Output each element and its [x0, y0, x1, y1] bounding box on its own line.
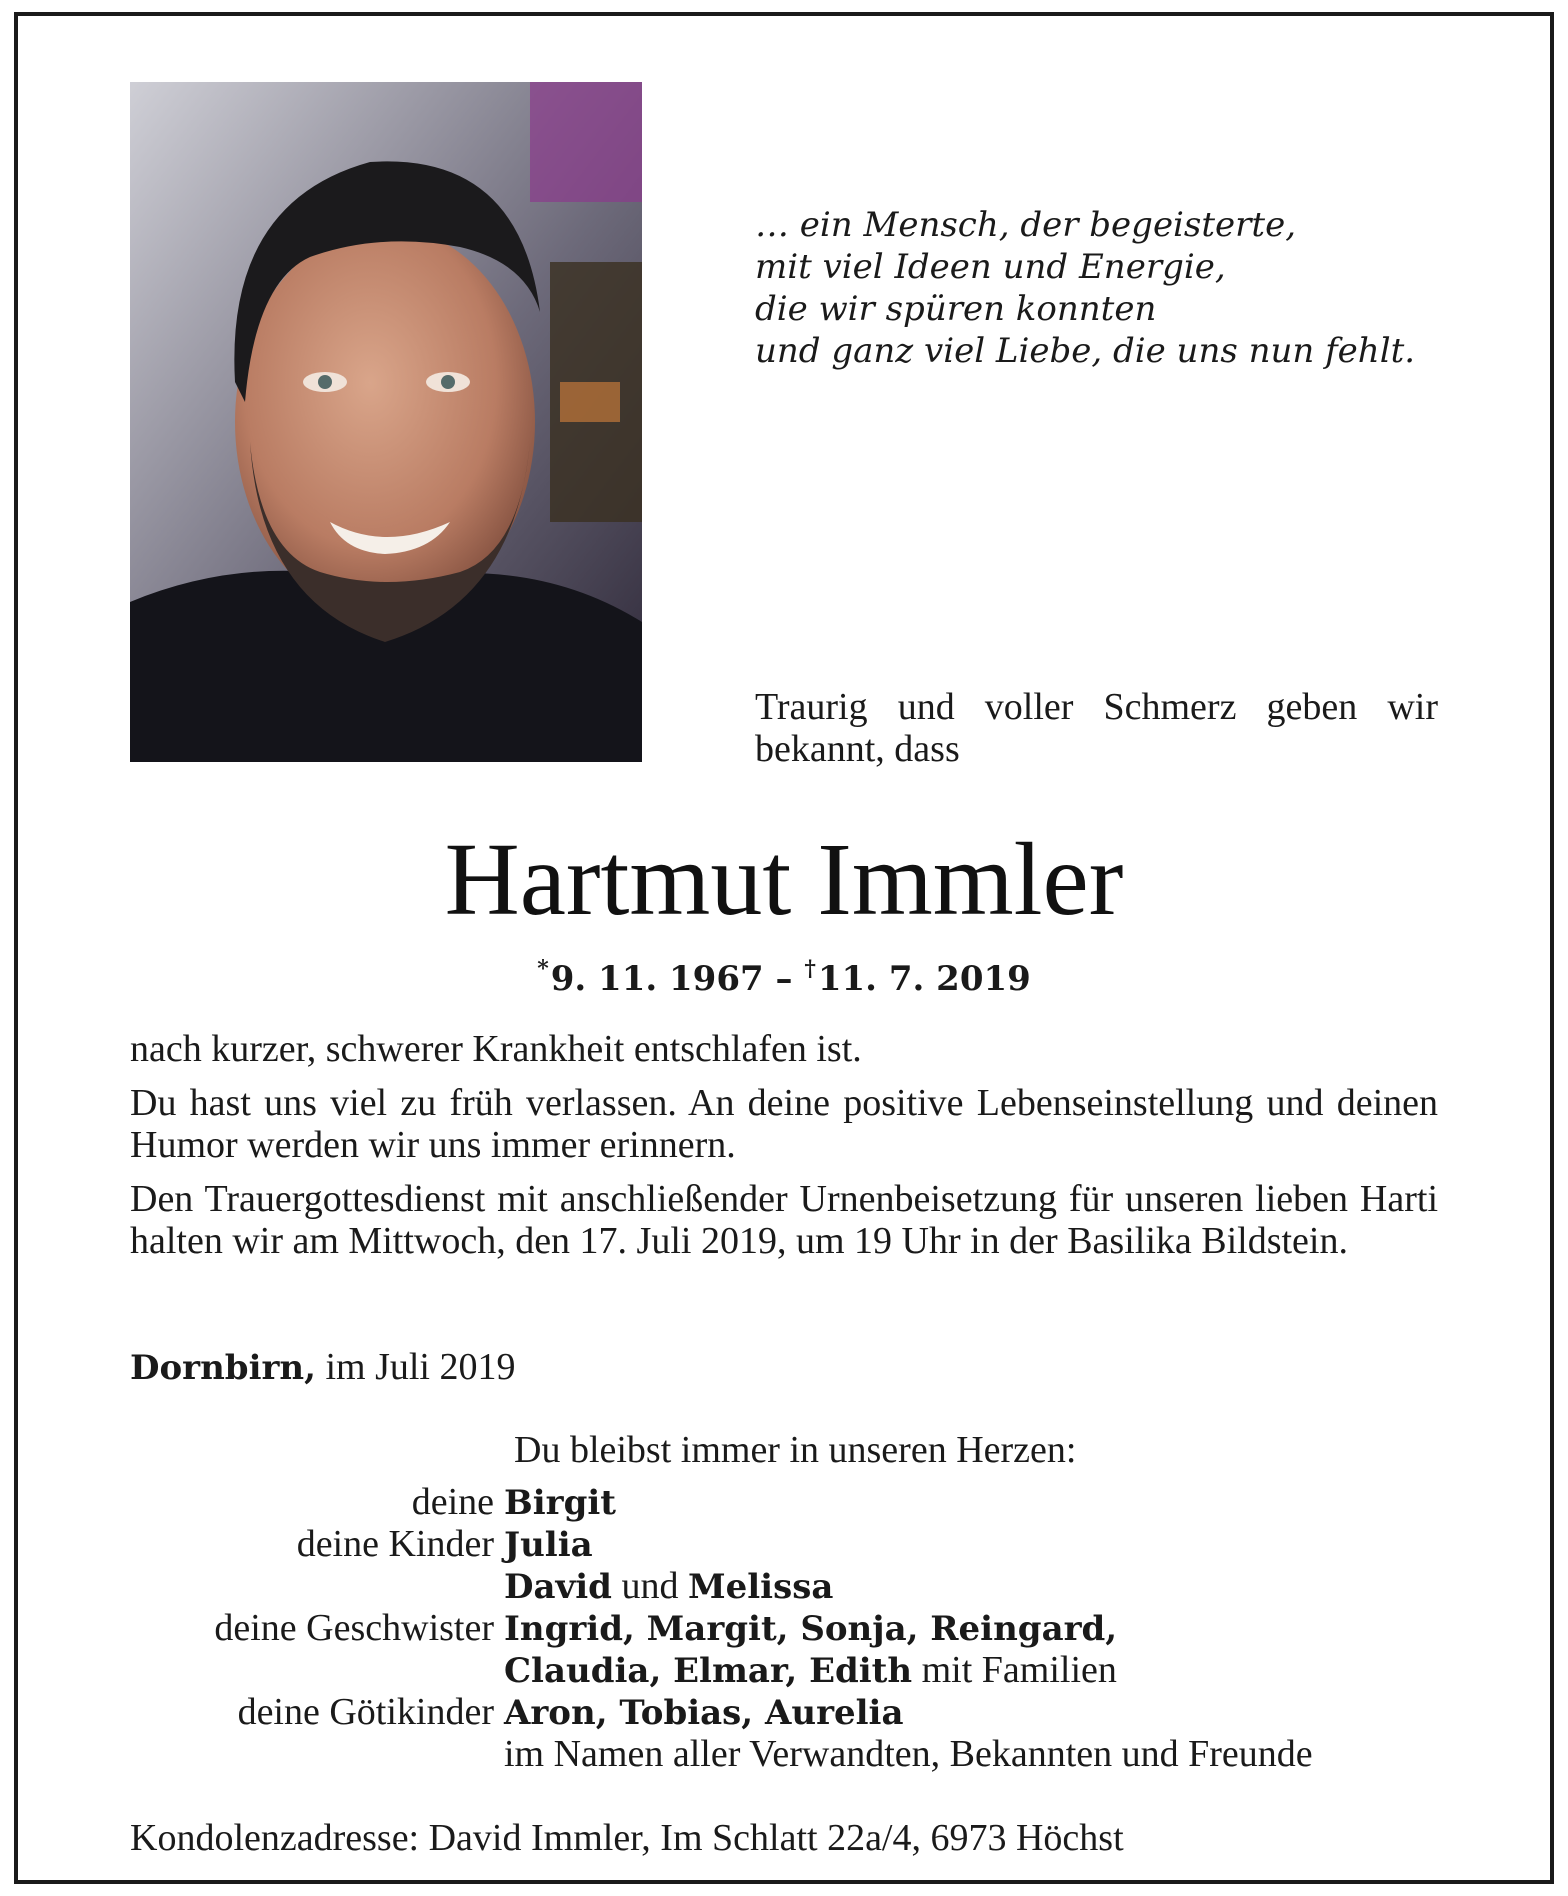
family-title: Du bleibst immer in unseren Herzen:	[514, 1429, 1077, 1471]
quote-line: mit viel Ideen und Energie,	[755, 247, 1226, 287]
portrait-illustration	[130, 82, 642, 762]
obituary-body	[130, 1028, 1438, 1274]
family-row	[130, 1607, 1450, 1649]
family-row	[130, 1523, 1450, 1565]
life-dates	[0, 945, 1568, 1003]
family-suffix: mit Familien	[912, 1649, 1117, 1691]
quote-line: … ein Mensch, der begeisterte,	[755, 205, 1297, 245]
family-label: deine	[411, 1481, 494, 1523]
quote	[755, 204, 1455, 372]
family-names: Julia	[504, 1525, 593, 1565]
family-label: deine Geschwister	[214, 1607, 494, 1649]
place-city: Dornbirn,	[130, 1348, 316, 1388]
family-names: Claudia, Elmar, Edith	[504, 1651, 913, 1691]
intro-text: Traurig und voller Schmerz geben wir bekannt, dass	[755, 686, 1438, 770]
body-paragraph: Den Trauergottesdienst mit anschließender Urnenbeisetzung für unseren lieben Harti halten wir am Mittwoch, den 17. Juli 2019, um 19 Uhr in der Basilika Bildstein.	[130, 1178, 1438, 1262]
deceased-name: Hartmut Immler	[444, 822, 1124, 937]
family-label: deine Götikinder	[237, 1691, 494, 1733]
family-list	[130, 1481, 1450, 1775]
birth-date: 9. 11. 1967	[550, 959, 764, 999]
family-names: Birgit	[504, 1483, 616, 1523]
place-month: im Juli 2019	[315, 1346, 516, 1388]
body-paragraph: Du hast uns viel zu früh verlassen. An deine positive Lebenseinstellung und deinen Humor werden wir uns immer erinnern.	[130, 1082, 1438, 1166]
family-names: Melissa	[687, 1567, 834, 1607]
date-separator: –	[763, 959, 805, 999]
family-row	[130, 1733, 1450, 1775]
family-closing: im Namen aller Verwandten, Bekannten und Freunde	[504, 1733, 1313, 1775]
condolence-address: Kondolenzadresse: David Immler, Im Schlatt 22a/4, 6973 Höchst	[130, 1817, 1124, 1859]
family-row	[130, 1691, 1450, 1733]
family-joiner: und	[611, 1565, 688, 1607]
birth-symbol: *	[537, 956, 549, 982]
death-date: 11. 7. 2019	[817, 959, 1031, 999]
quote-line: und ganz viel Liebe, die uns nun fehlt.	[755, 331, 1416, 371]
family-label: deine Kinder	[296, 1523, 494, 1565]
family-row	[130, 1649, 1450, 1691]
family-row	[130, 1565, 1450, 1607]
portrait-photo	[130, 82, 642, 762]
family-names: Aron, Tobias, Aurelia	[504, 1693, 904, 1733]
quote-line: die wir spüren konnten	[755, 289, 1157, 329]
family-names: Ingrid, Margit, Sonja, Reingard,	[504, 1609, 1118, 1649]
family-names: David	[504, 1567, 612, 1607]
death-symbol: †	[804, 956, 816, 982]
body-paragraph: nach kurzer, schwerer Krankheit entschlafen ist.	[130, 1028, 862, 1070]
family-row	[130, 1481, 1450, 1523]
place-date	[130, 1346, 1130, 1389]
